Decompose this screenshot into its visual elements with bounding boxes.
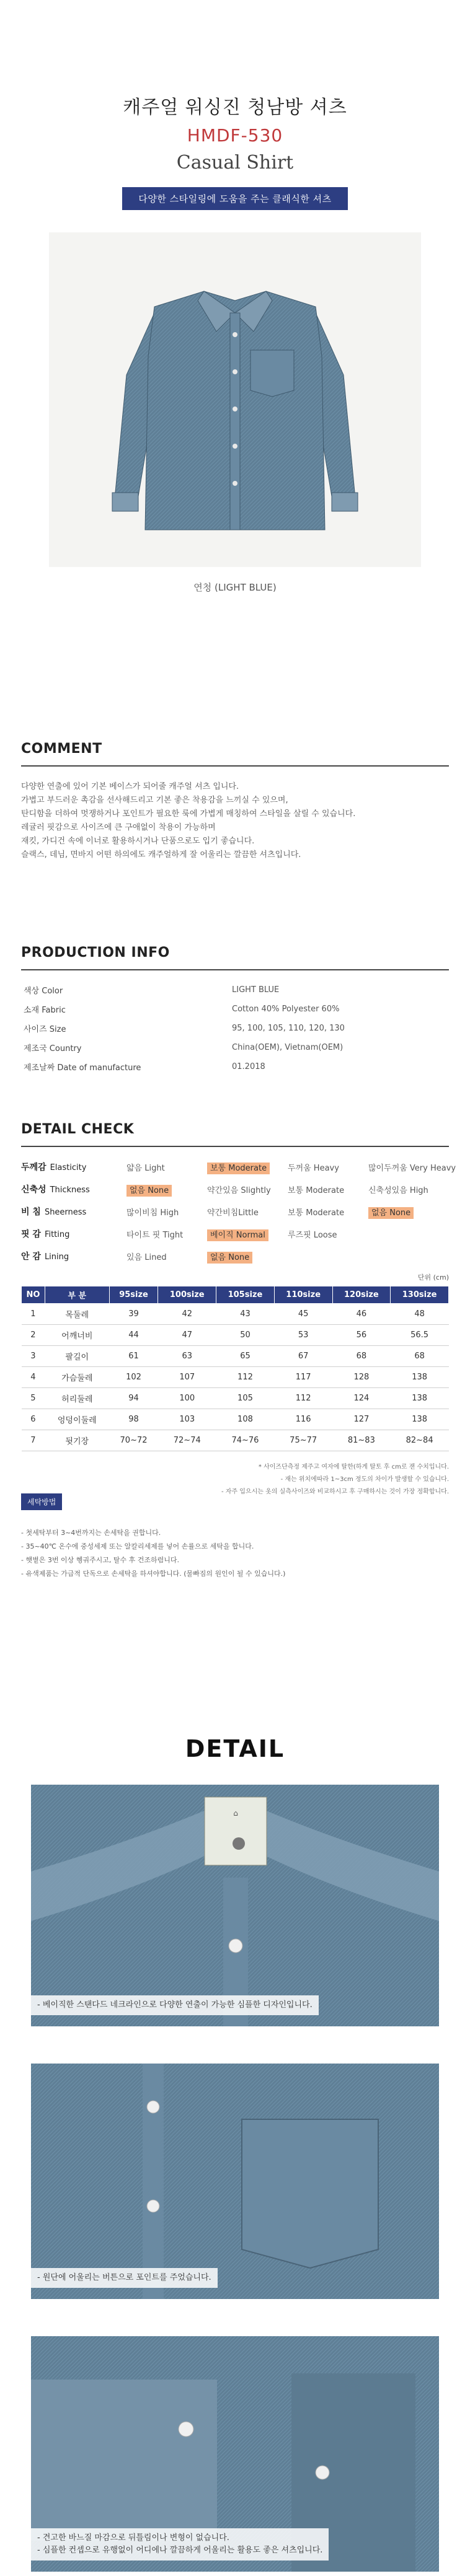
detail-check-option-text: 보통 Moderate — [288, 1185, 345, 1195]
size-table-cell: 112 — [274, 1388, 332, 1409]
detail-check-label — [21, 1205, 126, 1218]
detail-check-divider — [21, 1146, 449, 1147]
size-table-cell: 74~76 — [216, 1430, 275, 1451]
comment-section — [21, 741, 449, 862]
detail-check-option-text: 루즈핏 Loose — [288, 1230, 337, 1240]
detail-check-option-text: 있음 Lined — [126, 1252, 167, 1262]
detail-check-option-text: 없음 None — [368, 1207, 414, 1219]
size-table-cell: 46 — [332, 1304, 391, 1325]
production-info-title: PRODUCTION INFO — [21, 945, 170, 961]
detail-check-option — [126, 1184, 207, 1195]
size-table-cell: 98 — [109, 1409, 158, 1430]
detail-check-row — [21, 1178, 449, 1200]
size-table — [21, 1286, 449, 1451]
size-table-header — [22, 1286, 449, 1304]
product-title-korean: 캐주얼 워싱진 청남방 셔츠 — [123, 97, 347, 118]
size-table-cell: 67 — [274, 1346, 332, 1367]
size-table-cell: 4 — [22, 1367, 45, 1388]
detail-check-label-ko: 두께감 — [21, 1163, 47, 1172]
info-key: 제조국 Country — [24, 1044, 82, 1053]
size-table-cell: 127 — [332, 1409, 391, 1430]
washing-section — [21, 1493, 449, 1581]
size-table-cell: 2 — [22, 1325, 45, 1346]
detail-check-option-text: 보통 Moderate — [207, 1163, 270, 1174]
info-row-size — [21, 1019, 449, 1038]
svg-text:⌂: ⌂ — [233, 1809, 238, 1818]
detail-check-title: DETAIL CHECK — [21, 1122, 135, 1137]
size-table-cell: 44 — [109, 1325, 158, 1346]
washing-line: - 유색제품는 가급적 단독으로 손세탁을 하셔야합니다. (물빠짐의 원인이 될 수 있습니다.) — [21, 1570, 286, 1578]
detail-check-option — [126, 1206, 207, 1218]
info-row-color — [21, 980, 449, 1000]
comment-line: 레귤러 핏감으로 사이즈에 큰 구애없이 착용이 가능하며 — [21, 823, 216, 832]
size-table-cell: 100 — [158, 1388, 216, 1409]
size-table-cell: 1 — [22, 1304, 45, 1325]
size-table-cell: 3 — [22, 1346, 45, 1367]
detail-title: DETAIL — [185, 1735, 285, 1762]
size-table-cell: 39 — [109, 1304, 158, 1325]
detail-check-row — [21, 1245, 449, 1267]
size-note: - 재는 위치에따라 1~3cm 정도의 차이가 발생할 수 있습니다. — [280, 1476, 449, 1483]
size-table-row — [22, 1325, 449, 1346]
size-table-cell: 72~74 — [158, 1430, 216, 1451]
size-table-cell: 116 — [274, 1409, 332, 1430]
size-table-cell: 94 — [109, 1388, 158, 1409]
size-table-cell: 128 — [332, 1367, 391, 1388]
info-row-date — [21, 1057, 449, 1076]
size-table-row — [22, 1304, 449, 1325]
info-value: 01.2018 — [232, 1062, 265, 1071]
size-table-cell: 7 — [22, 1430, 45, 1451]
detail-check-option — [207, 1184, 288, 1195]
detail-check-option — [288, 1161, 368, 1173]
size-table-cell: 63 — [158, 1346, 216, 1367]
washing-line: - 35~40℃ 온수에 중성세제 또는 알칼리세제를 넣어 손률으로 세탁을 합니다. — [21, 1542, 254, 1550]
size-table-cell: 뒷기장 — [45, 1430, 109, 1451]
detail-check-option — [126, 1251, 207, 1262]
detail-check-option — [207, 1251, 288, 1262]
detail-check-label-en: Sheerness — [44, 1208, 87, 1217]
size-table-cell: 61 — [109, 1346, 158, 1367]
detail-check-label — [21, 1183, 126, 1195]
detail-check-option-text: 많이두꺼움 Very Heavy — [368, 1163, 456, 1173]
size-table-cell: 108 — [216, 1409, 275, 1430]
product-tagline: 다양한 스타일링에 도움을 주는 클래식한 셔츠 — [122, 187, 347, 210]
detail-check-label-en: Thickness — [50, 1185, 90, 1195]
detail-image-cuff — [31, 2336, 439, 2572]
color-caption: 연청 (LIGHT BLUE) — [193, 582, 277, 593]
detail-check-option — [207, 1161, 288, 1173]
detail-check-option — [126, 1161, 207, 1173]
detail-image-collar — [31, 1785, 439, 2026]
size-table-header-cell: 100size — [158, 1286, 216, 1304]
size-table-cell: 6 — [22, 1409, 45, 1430]
washing-line: - 첫세탁부터 3~4번까지는 손세탁을 권합니다. — [21, 1529, 161, 1537]
denim-shirt-illustration — [49, 232, 421, 567]
detail-check-row — [21, 1200, 449, 1223]
info-key: 사이즈 Size — [24, 1025, 66, 1034]
comment-title: COMMENT — [21, 741, 102, 757]
info-value: LIGHT BLUE — [232, 985, 280, 995]
size-table-cell: 138 — [391, 1409, 449, 1430]
size-table-cell: 목둘레 — [45, 1304, 109, 1325]
size-table-header-cell: 120size — [332, 1286, 391, 1304]
size-table-cell: 45 — [274, 1304, 332, 1325]
info-row-country — [21, 1038, 449, 1057]
detail-check-label-en: Elasticity — [50, 1163, 87, 1172]
pocket-detail-illustration — [31, 2064, 439, 2299]
size-table-row — [22, 1367, 449, 1388]
size-table-row — [22, 1388, 449, 1409]
info-value: Cotton 40% Polyester 60% — [232, 1004, 340, 1014]
detail-check-label — [21, 1161, 126, 1173]
size-table-cell: 53 — [274, 1325, 332, 1346]
size-table-header-cell: 부 분 — [45, 1286, 109, 1304]
size-table-cell: 70~72 — [109, 1430, 158, 1451]
size-table-cell: 68 — [391, 1346, 449, 1367]
size-table-cell: 65 — [216, 1346, 275, 1367]
size-table-row — [22, 1346, 449, 1367]
size-table-cell: 허리둘레 — [45, 1388, 109, 1409]
detail-check-label-ko: 안 감 — [21, 1252, 41, 1262]
size-table-cell: 68 — [332, 1346, 391, 1367]
detail-check-option — [207, 1228, 288, 1240]
comment-line: 슬랙스, 데님, 면바지 어떤 하의에도 캐주얼하게 잘 어울리는 깔끔한 셔츠입니다. — [21, 850, 301, 859]
size-note: - 자주 입으시는 옷의 실측사이즈와 비교하시고 후 구매하시는 것이 가장 정확합니다. — [221, 1488, 449, 1495]
size-table-cell: 56 — [332, 1325, 391, 1346]
detail-check-option — [207, 1206, 288, 1218]
size-table-row — [22, 1409, 449, 1430]
size-table-cell: 105 — [216, 1388, 275, 1409]
detail-check-option-text: 타이트 핏 Tight — [126, 1230, 184, 1240]
detail-check-section — [21, 1122, 456, 1498]
size-table-body — [22, 1304, 449, 1451]
comment-body — [21, 780, 449, 862]
detail-check-label-ko: 비 침 — [21, 1207, 41, 1217]
size-table-header-cell: 130size — [391, 1286, 449, 1304]
detail-image-pocket — [31, 2064, 439, 2299]
detail-check-label-en: Lining — [44, 1252, 69, 1262]
detail-caption-cuff: - 견고한 바느질 마감으로 뒤틀림이나 변형이 없습니다. - 심플한 컨셉으로 유행없이 어디에나 깔끔하게 어울리는 활용도 좋은 셔츠입니다. — [31, 2528, 329, 2561]
size-unit-label: 단위 (cm) — [417, 1273, 449, 1281]
detail-check-option-text: 보통 Moderate — [288, 1208, 345, 1218]
product-hero-image — [49, 232, 421, 567]
info-key: 색상 Color — [24, 987, 63, 996]
detail-check-row — [21, 1223, 449, 1245]
comment-line: 다양한 연출에 있어 기본 베이스가 되어줄 캐주얼 셔츠 입니다. — [21, 782, 239, 791]
detail-check-option-text: 많이비침 High — [126, 1208, 179, 1218]
detail-check-option — [368, 1184, 449, 1195]
production-info-divider — [21, 969, 449, 970]
detail-caption-buttons: - 원단에 어울리는 버튼으로 포인트를 주었습니다. — [31, 2268, 218, 2288]
size-notes — [21, 1461, 449, 1498]
detail-check-option — [288, 1206, 368, 1218]
detail-check-option-text: 두꺼움 Heavy — [288, 1163, 339, 1173]
detail-check-option-text: 약간비침Little — [207, 1208, 259, 1218]
detail-check-option — [368, 1161, 456, 1173]
info-key: 소재 Fabric — [24, 1006, 66, 1015]
size-table-cell: 42 — [158, 1304, 216, 1325]
detail-check-option-text: 약간있음 Slightly — [207, 1185, 271, 1195]
washing-line: - 햇볕은 3번 이상 헹궈주시고, 탈수 후 건조하렴니다. — [21, 1556, 179, 1564]
info-value: 95, 100, 105, 110, 120, 130 — [232, 1024, 345, 1033]
size-table-cell: 138 — [391, 1388, 449, 1409]
size-table-cell: 56.5 — [391, 1325, 449, 1346]
size-table-cell: 124 — [332, 1388, 391, 1409]
size-table-cell: 5 — [22, 1388, 45, 1409]
product-header — [0, 0, 470, 210]
detail-check-option-text: 얇음 Light — [126, 1163, 165, 1173]
size-table-cell: 117 — [274, 1367, 332, 1388]
size-table-cell: 82~84 — [391, 1430, 449, 1451]
detail-check-label-en: Fitting — [44, 1230, 70, 1239]
product-title-english: Casual Shirt — [176, 152, 294, 174]
comment-divider — [21, 765, 449, 767]
size-table-cell: 엉덩이둘레 — [45, 1409, 109, 1430]
detail-check-row — [21, 1156, 456, 1178]
collar-detail-illustration — [31, 1785, 439, 2026]
washing-instructions — [21, 1526, 449, 1581]
size-table-cell: 어깨너비 — [45, 1325, 109, 1346]
detail-check-option-text: 없음 None — [207, 1252, 252, 1264]
detail-check-label-ko: 핏 감 — [21, 1229, 41, 1239]
size-table-cell: 103 — [158, 1409, 216, 1430]
production-info-section — [21, 945, 449, 1076]
comment-line: 탄디함을 더하여 멋쟁하거나 포인트가 필요한 룩에 가볍게 매칭하여 스타일을 살릴 수 있습니다. — [21, 809, 356, 819]
size-note: * 사이즈단측정 제주고 여자에 탈한(하게 탈토 후 cm로 잰 수치입니다. — [258, 1464, 449, 1470]
size-table-cell: 102 — [109, 1367, 158, 1388]
detail-check-option-text: 베이직 Normal — [207, 1229, 268, 1241]
washing-badge: 세탁방법 — [21, 1493, 62, 1510]
detail-caption-collar: - 베이직한 스탠다드 네크라인으로 다양한 연출이 가능한 심플한 디자인입니다. — [31, 1995, 319, 2015]
detail-check-label — [21, 1250, 126, 1262]
detail-check-option-text: 신축성있음 High — [368, 1185, 428, 1195]
detail-check-option-text: 없음 None — [126, 1185, 172, 1197]
size-table-cell: 112 — [216, 1367, 275, 1388]
size-table-header-cell: 95size — [109, 1286, 158, 1304]
size-table-cell: 50 — [216, 1325, 275, 1346]
comment-line: 가볍고 부드러운 촉감을 선사해드리고 기본 좋은 착용감을 느끼실 수 있으며, — [21, 796, 288, 805]
size-table-cell: 43 — [216, 1304, 275, 1325]
comment-line: 재킷, 가디건 속에 이너로 활용하시거나 단품으로도 입기 좋습니다. — [21, 837, 255, 846]
info-row-fabric — [21, 1000, 449, 1019]
size-table-header-cell: 110size — [274, 1286, 332, 1304]
size-table-cell: 47 — [158, 1325, 216, 1346]
size-table-cell: 138 — [391, 1367, 449, 1388]
size-table-cell: 107 — [158, 1367, 216, 1388]
detail-check-option — [368, 1206, 449, 1218]
detail-check-label-ko: 신축성 — [21, 1185, 47, 1195]
info-value: China(OEM), Vietnam(OEM) — [232, 1043, 344, 1052]
detail-check-option — [126, 1228, 207, 1240]
detail-check-option — [288, 1184, 368, 1195]
production-info-list — [21, 980, 449, 1076]
size-table-header-cell: NO — [22, 1286, 45, 1304]
size-table-row — [22, 1430, 449, 1451]
detail-check-option — [288, 1228, 368, 1240]
size-table-cell: 48 — [391, 1304, 449, 1325]
size-table-cell: 가슴둘레 — [45, 1367, 109, 1388]
info-key: 제조날짜 Date of manufacture — [24, 1063, 141, 1073]
size-table-cell: 팔길이 — [45, 1346, 109, 1367]
detail-check-label — [21, 1228, 126, 1240]
detail-check-table — [21, 1156, 456, 1267]
product-code: HMDF-530 — [187, 125, 283, 146]
size-table-cell: 75~77 — [274, 1430, 332, 1451]
size-table-cell: 81~83 — [332, 1430, 391, 1451]
size-table-header-cell: 105size — [216, 1286, 275, 1304]
